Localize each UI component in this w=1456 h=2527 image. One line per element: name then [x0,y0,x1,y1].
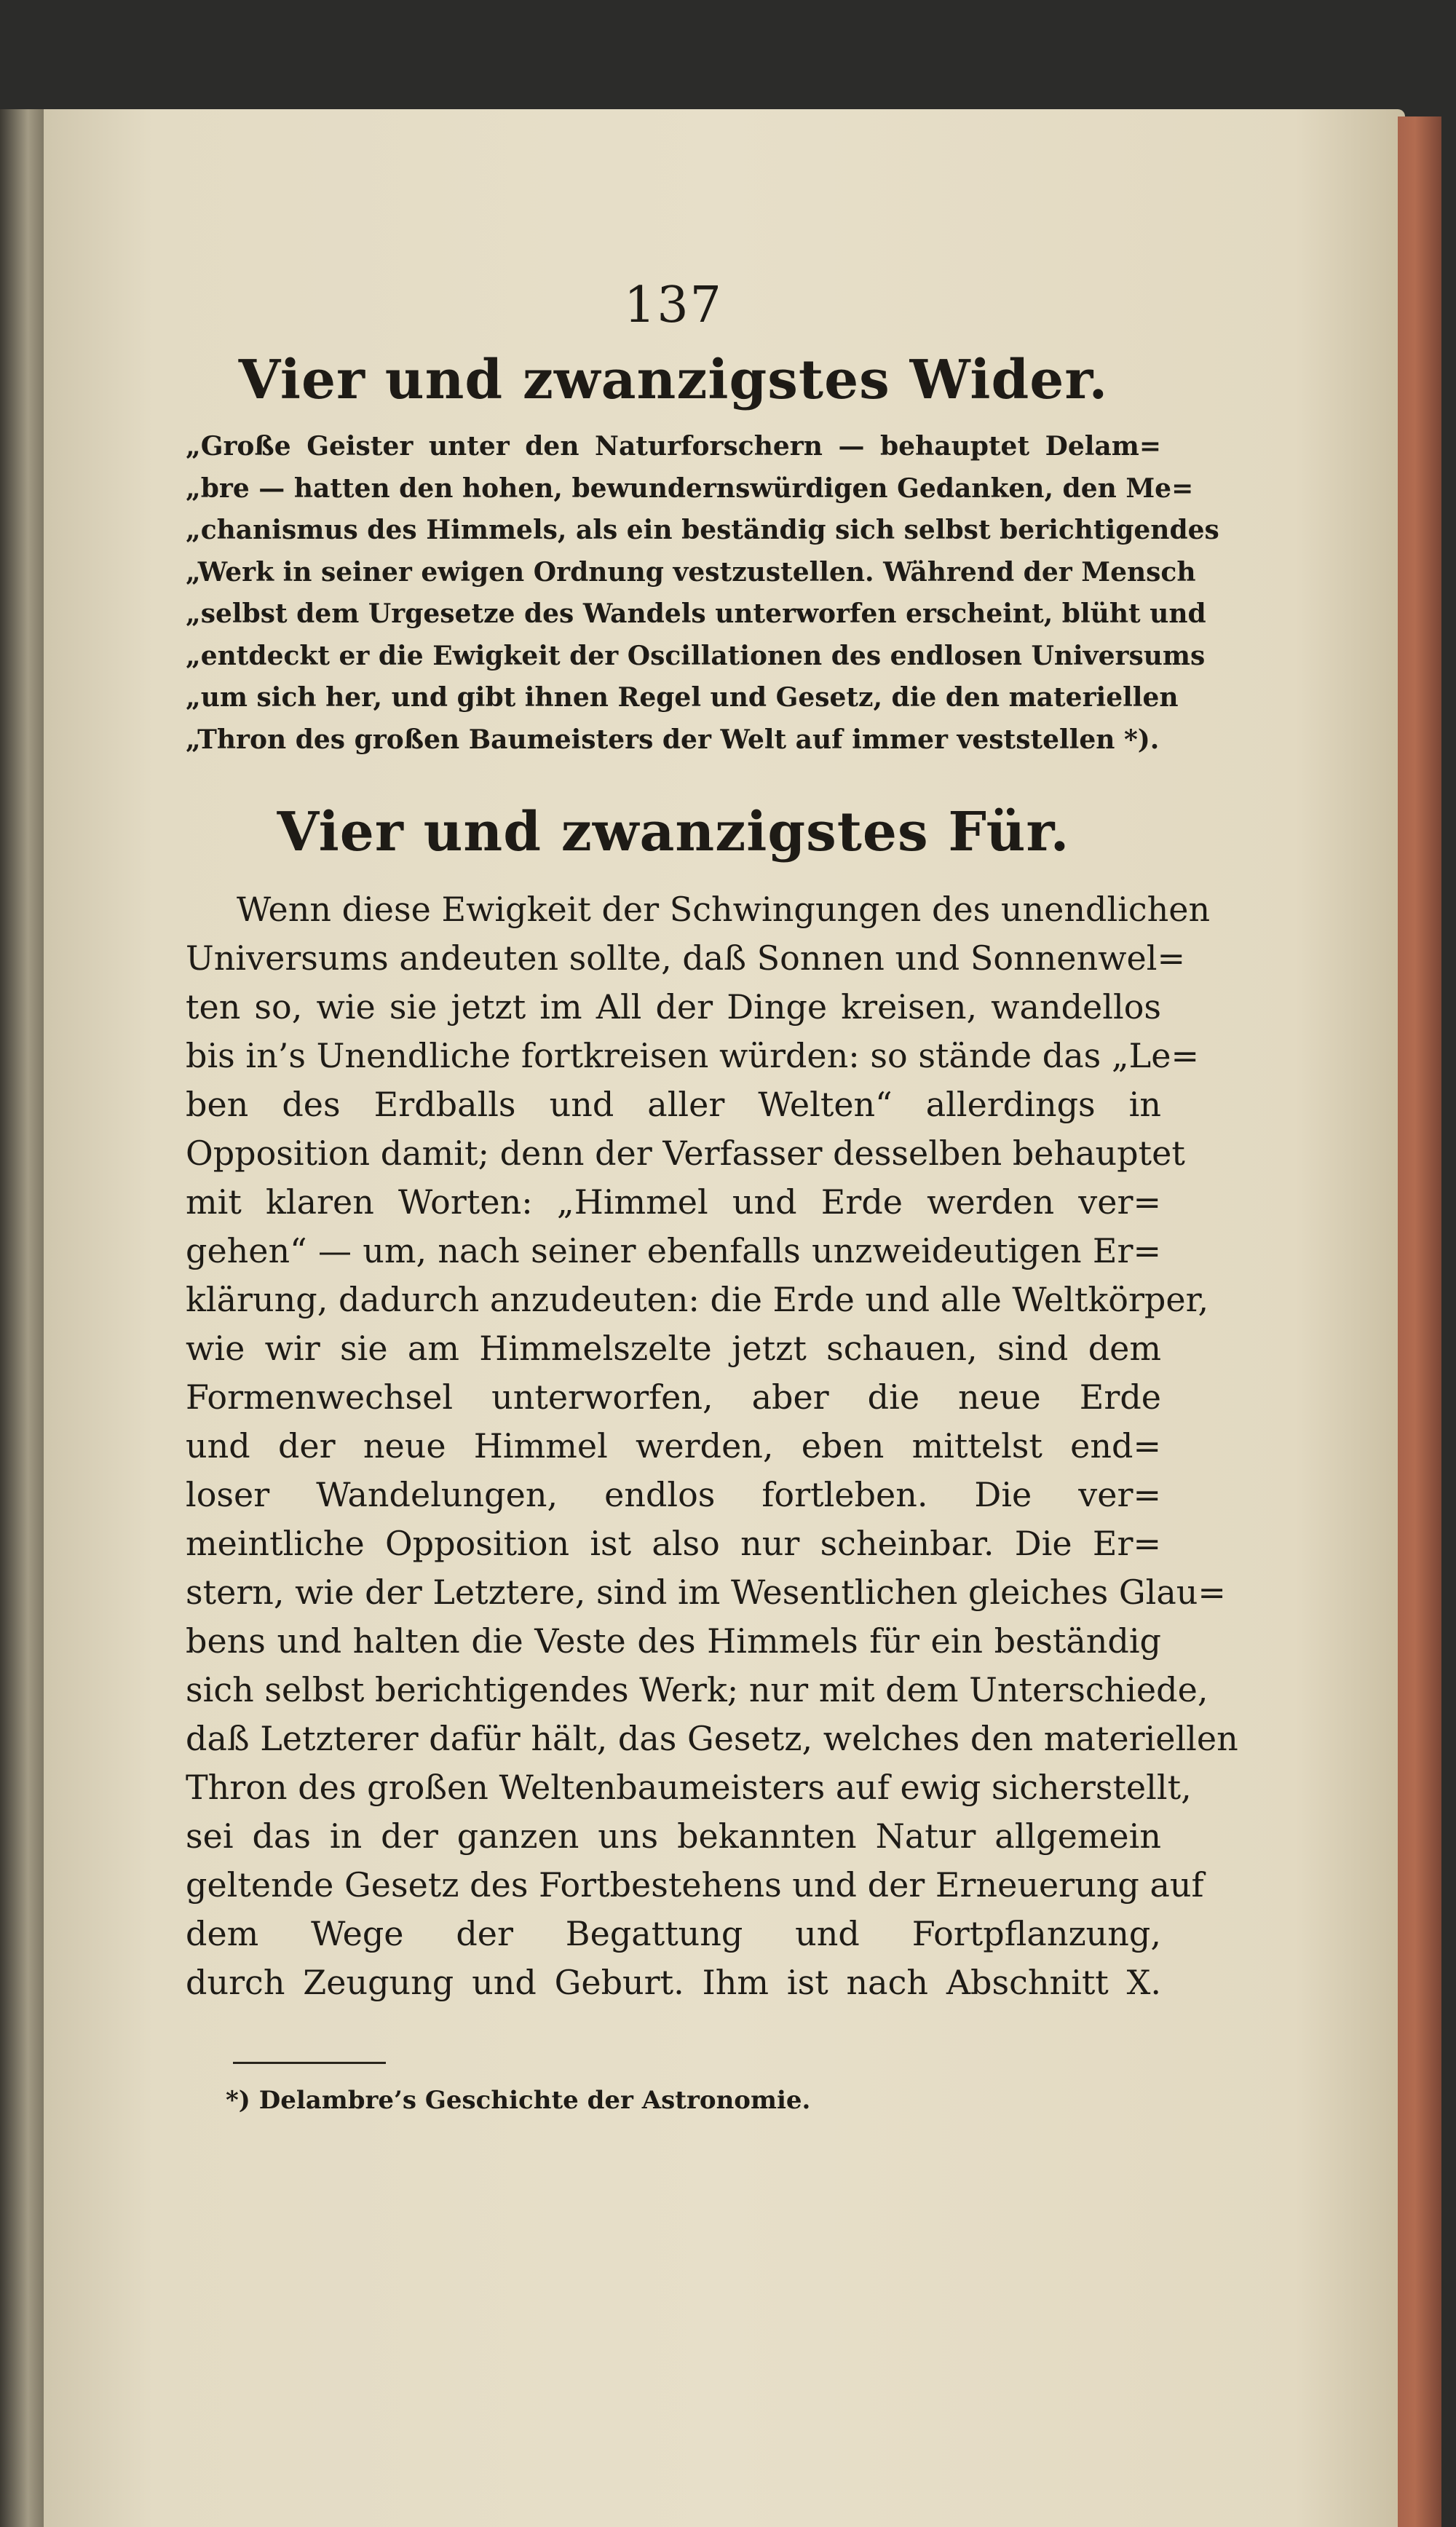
body-text [186,885,1238,2007]
body-line: Thron des großen Weltenbaumeisters auf ewig sicherstellt, [186,1768,1192,1807]
quote-block [186,426,1219,761]
body-line: Opposition damit; denn der Verfasser desselben behauptet [186,1134,1185,1173]
body-line: ben des Erdballs und aller Welten“ allerdings in [186,1085,1161,1124]
quote-line: „chanismus des Himmels, als ein beständig sich selbst berichtigendes [186,515,1219,545]
body-line: bis in’s Unendliche fortkreisen würden: so stände das „Le= [186,1036,1199,1075]
body-line: daß Letzterer dafür hält, das Gesetz, welches den materiellen [186,1719,1238,1758]
quote-line: „Thron des großen Baumeisters der Welt auf immer veststellen *). [186,724,1160,755]
quote-line: „selbst dem Urgesetze des Wandels unterworfen erscheint, blüht und [186,598,1206,629]
body-line: gehen“ — um, nach seiner ebenfalls unzweideutigen Er= [186,1231,1161,1270]
heading-wider: Vier und zwanzigstes Wider. [238,349,1109,411]
body-line: durch Zeugung und Geburt. Ihm ist nach Abschnitt X. [186,1963,1161,2002]
body-line: stern, wie der Letztere, sind im Wesentlichen gleiches Glau= [186,1573,1226,1612]
body-line: mit klaren Worten: „Himmel und Erde werden ver= [186,1182,1161,1222]
body-line: Universums andeuten sollte, daß Sonnen und Sonnenwel= [186,938,1185,978]
page-content [186,277,1238,2115]
body-line: meintliche Opposition ist also nur scheinbar. Die Er= [186,1524,1161,1563]
body-line: sei das in der ganzen uns bekannten Natur allgemein [186,1816,1161,1856]
body-line: Formenwechsel unterworfen, aber die neue Erde [186,1377,1161,1417]
body-line: ten so, wie sie jetzt im All der Dinge kreisen, wandellos [186,987,1161,1027]
body-line: bens und halten die Veste des Himmels für ein beständig [186,1621,1161,1661]
quote-line: „Große Geister unter den Naturforschern — behauptet Delam= [186,431,1161,462]
body-line: klärung, dadurch anzudeuten: die Erde und alle Weltkörper, [186,1280,1209,1319]
heading-fuer: Vier und zwanzigstes Für. [277,801,1070,863]
body-line: Wenn diese Ewigkeit der Schwingungen des unendlichen [237,890,1211,929]
body-line: geltende Gesetz des Fortbestehens und der Erneuerung auf [186,1865,1204,1905]
quote-line: „entdeckt er die Ewigkeit der Oscillationen des endlosen Universums [186,640,1206,671]
quote-line: „Werk in seiner ewigen Ordnung vestzustellen. Während der Mensch [186,556,1196,588]
body-line: loser Wandelungen, endlos fortleben. Die ver= [186,1475,1161,1514]
page-number: 137 [624,277,723,334]
quote-line: „um sich her, und gibt ihnen Regel und Gesetz, die den materiellen [186,682,1179,713]
book-cover-edge [1398,116,1441,2527]
footnote-rule [233,2062,386,2064]
footnote: *) Delambre’s Geschichte der Astronomie. [226,2086,811,2115]
body-line: dem Wege der Begattung und Fortpflanzung, [186,1914,1161,1953]
body-line: wie wir sie am Himmelszelte jetzt schauen, sind dem [186,1329,1161,1368]
body-line: und der neue Himmel werden, eben mittelst end= [186,1426,1161,1466]
body-line: sich selbst berichtigendes Werk; nur mit dem Unterschiede, [186,1670,1208,1709]
quote-line: „bre — hatten den hohen, bewundernswürdigen Gedanken, den Me= [186,472,1194,504]
